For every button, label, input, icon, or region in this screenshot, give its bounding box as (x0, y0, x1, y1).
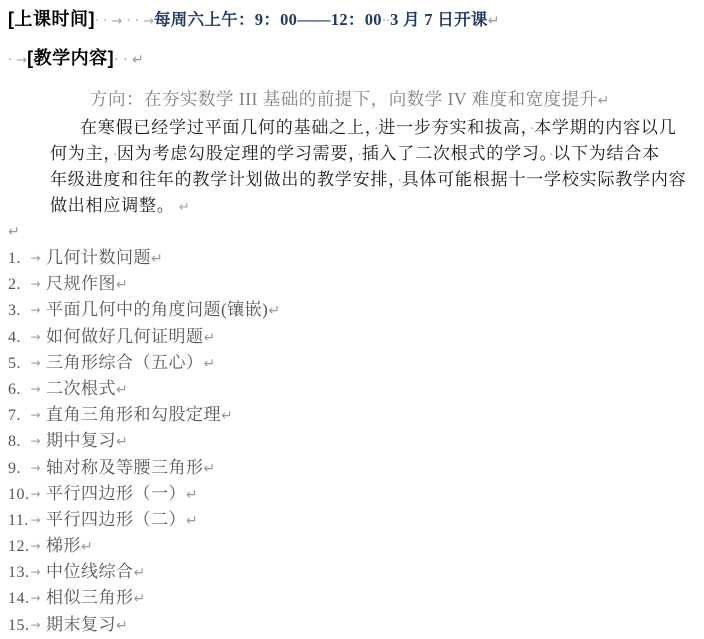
space-mark: ↵ (174, 200, 190, 215)
class-time-line (8, 0, 700, 31)
paragraph-text: 何为主， (50, 144, 113, 163)
paragraph-line (50, 141, 700, 167)
list-item-lead (8, 533, 46, 560)
list-item (8, 481, 700, 507)
pilcrow-mark: ↵ (81, 539, 94, 556)
list-item-number: 5. (8, 354, 21, 372)
space-mark: · (397, 174, 402, 189)
tab-arrow-icon: → (30, 617, 41, 632)
paragraph-line (50, 115, 700, 141)
list-item (8, 402, 700, 428)
tab-arrow-icon: → (30, 512, 41, 527)
semester-paragraph (50, 115, 700, 219)
paragraph-text: 做出相应调整。 (50, 196, 175, 215)
list-item-text: 直角三角形和勾股定理 (46, 405, 221, 425)
paragraph-text: 在寒假已经学过平面几何的基础之上， (80, 118, 375, 137)
list-item-lead (8, 271, 46, 298)
tab-arrow-icon: → (30, 408, 41, 423)
list-item-text: 中位线综合 (46, 562, 134, 582)
list-item (8, 612, 700, 638)
list-item-number: 9. (8, 459, 21, 477)
tab-arrow-icon: → (30, 486, 41, 501)
tab-space-marks: · · → · · → (95, 14, 154, 29)
list-item-lead (8, 350, 46, 377)
space-mark: · (549, 148, 554, 163)
list-item (8, 376, 700, 402)
list-item (8, 585, 700, 611)
list-item-number: 6. (8, 380, 21, 398)
empty-paragraph-line (8, 219, 700, 245)
tab-arrow-icon: → (30, 539, 41, 554)
list-item-text: 几何计数问题 (46, 248, 151, 267)
paragraph-text: 进一步夯实和拔高， (378, 118, 530, 137)
pilcrow-mark: ↵ (116, 277, 129, 294)
list-item-text: 期中复习 (46, 431, 116, 451)
list-item-number: 15. (8, 616, 30, 634)
list-item-lead (8, 402, 46, 429)
lesson-list (8, 245, 700, 638)
list-item-lead (8, 559, 46, 586)
list-item-number: 11. (8, 511, 29, 529)
list-item (8, 533, 700, 559)
tab-arrow-icon: → (30, 329, 41, 344)
pilcrow-mark: ↵ (133, 591, 146, 608)
pilcrow-mark: ↵ (203, 460, 216, 477)
list-item-text: 期末复习 (46, 614, 116, 634)
list-item-lead (8, 297, 46, 324)
teaching-content-line (8, 44, 700, 70)
pilcrow-mark: ↵ (116, 617, 129, 634)
tab-arrow-icon: → (30, 277, 41, 292)
pilcrow-mark: ↵ (186, 512, 199, 529)
list-item (8, 271, 700, 297)
list-item-number: 4. (8, 328, 21, 346)
list-item (8, 297, 700, 323)
paragraph-text: 以下为结合本 (553, 144, 660, 163)
space-mark: · (529, 122, 535, 137)
class-time-heading: [上课时间] (8, 9, 95, 29)
pilcrow-mark: ↵ (133, 565, 146, 582)
tab-arrow-icon: → (30, 565, 41, 580)
paragraph-line (50, 193, 700, 219)
pilcrow-mark: ↵ (116, 381, 129, 398)
list-item-number: 3. (8, 302, 21, 320)
list-item-lead (8, 428, 46, 455)
list-item-lead (8, 455, 46, 482)
list-item-text: 平行四边形（二） (46, 509, 186, 529)
tab-arrow-icon: → (30, 434, 41, 449)
paragraph-text: 本学期的内容以几 (534, 118, 677, 137)
tab-arrow-icon: → (30, 591, 41, 606)
list-item-lead (8, 507, 46, 534)
start-date-text: 3 月 7 日开课 (390, 10, 488, 29)
tab-arrow-icon: → (30, 355, 41, 370)
tab-arrow-icon: → (30, 251, 41, 265)
pilcrow-mark: ↵ (203, 355, 216, 372)
list-item-text: 尺规作图 (46, 274, 116, 294)
pilcrow-mark: ↵ (8, 224, 20, 240)
pilcrow-mark: ↵ (151, 251, 164, 267)
list-item (8, 428, 700, 454)
tab-arrow-icon: → (30, 303, 41, 318)
list-item (8, 350, 700, 376)
list-item-lead (8, 324, 46, 351)
class-time-text: 每周六上午：9：00——12：00 (153, 10, 382, 29)
pilcrow-mark: ↵ (597, 93, 610, 109)
list-item-lead (8, 376, 46, 403)
list-item-number: 13. (8, 564, 30, 582)
list-item-text: 如何做好几何证明题 (46, 326, 204, 346)
direction-text: 方向：在夯实数学 III 基础的前提下，向数学 IV 难度和宽度提升 (90, 89, 598, 109)
paragraph-text: 具体可能根据十一学校实际教学内容 (401, 170, 687, 189)
list-item-lead (8, 612, 46, 639)
pilcrow-mark: ↵ (203, 329, 216, 346)
list-item-number: 8. (8, 433, 21, 451)
list-item-text: 梯形 (46, 536, 81, 556)
teaching-content-heading: [教学内容] (27, 48, 115, 68)
pilcrow-mark: ↵ (487, 13, 500, 29)
list-item-number: 2. (8, 276, 21, 294)
space-mark: · (112, 148, 117, 163)
paragraph-text: 年级进度和往年的教学计划做出的教学安排， (50, 170, 398, 189)
list-item-lead (8, 245, 46, 272)
space-dot-marks: ·· (381, 14, 391, 29)
pilcrow-mark: ↵ (221, 408, 234, 425)
pilcrow-mark: ↵ (116, 434, 129, 451)
space-mark: · (374, 122, 379, 137)
list-item-text: 平行四边形（一） (46, 483, 186, 503)
list-item (8, 507, 700, 533)
pilcrow-mark: · · ↵ (114, 52, 144, 68)
tab-mark: · → (8, 53, 28, 68)
list-item-text: 轴对称及等腰三角形 (46, 457, 204, 477)
list-item-number: 7. (8, 407, 21, 425)
list-item-lead (8, 585, 46, 612)
list-item-text: 平面几何中的角度问题(镶嵌) (46, 300, 269, 320)
pilcrow-mark: ↵ (186, 486, 199, 503)
direction-line (8, 86, 700, 111)
paragraph-line (50, 167, 700, 193)
pilcrow-mark: ↵ (268, 303, 281, 320)
list-item-text: 相似三角形 (46, 588, 134, 608)
list-item (8, 245, 700, 271)
list-item-number: 14. (8, 590, 30, 608)
list-item-number: 12. (8, 538, 30, 556)
list-item (8, 455, 700, 481)
tab-arrow-icon: → (30, 381, 41, 396)
list-item-text: 三角形综合（五心） (46, 352, 204, 372)
list-item (8, 324, 700, 350)
list-item-number: 10. (8, 485, 30, 503)
list-item-text: 二次根式 (46, 378, 116, 398)
tab-arrow-icon: → (30, 460, 41, 475)
paragraph-text: 因为考虑勾股定理的学习需要， (116, 144, 358, 163)
list-item (8, 559, 700, 585)
list-item-number: 1. (8, 250, 21, 267)
list-item-lead (8, 481, 46, 508)
paragraph-text: 插入了二次根式的学习。 (361, 144, 549, 163)
space-mark: · (357, 148, 362, 163)
